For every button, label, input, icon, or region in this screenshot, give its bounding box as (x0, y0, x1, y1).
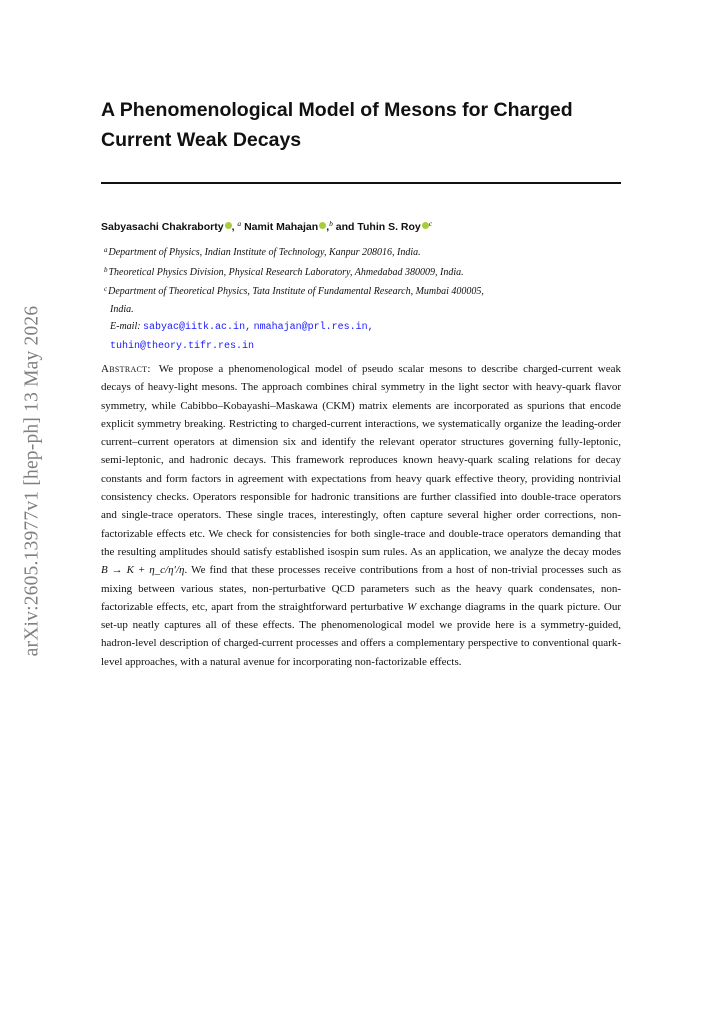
author-affiliation-mark: b (329, 219, 333, 228)
affiliation-text: Department of Physics, Indian Institute of Technology, Kanpur 208016, India. (108, 247, 421, 258)
author-name: Tuhin S. Roy (357, 221, 421, 233)
affiliation-text: Theoretical Physics Division, Physical Research Laboratory, Ahmedabad 380009, India. (108, 266, 464, 278)
affiliation-text: Department of Theoretical Physics, Tata Institute of Fundamental Research, Mumbai 400005, (108, 286, 484, 297)
email-label: E-mail: (110, 321, 141, 332)
abstract-text: . We find that these processes receive contributions from a host of non-trivial processes such as mixing between various states, non-perturbative QCD parameters such as the heavy quark condensates, non-factorizable effects, etc, apart from the straightforward perturbative (101, 564, 621, 613)
title-divider (101, 182, 621, 184)
orcid-icon[interactable] (319, 222, 326, 229)
author-affiliation-mark: c (428, 219, 433, 228)
email-line (104, 318, 622, 337)
abstract (101, 360, 621, 671)
affiliation-mark: c (104, 285, 108, 293)
author-list: Sabyasachi Chakraborty , $^a$ Namit Mahajan ,$^b$ and Tuhin S. Roy $^c$ (101, 219, 433, 233)
affiliations (104, 242, 622, 355)
title-line-1: A Phenomenological Model of Mesons for Charged (101, 99, 573, 121)
orcid-icon[interactable] (225, 222, 232, 229)
affiliation-mark: b (104, 265, 108, 274)
paper-title (101, 95, 641, 155)
abstract-label: Abstract: (101, 363, 151, 375)
affiliation-a (104, 242, 622, 262)
author-affiliation-mark: a (237, 219, 242, 228)
affiliation-c-continued: India. (110, 303, 134, 315)
email-link[interactable]: sabyac@iitk.ac.in, (143, 322, 252, 333)
title-line-2: Current Weak Decays (101, 129, 302, 151)
abstract-text: exchange diagrams in the quark picture. Our set-up neatly captures all of these effects. The phenomenological model we provide here is a symmetry-guided, hadron-level description of charged-current processes and offers a complementary perspective to conventional quark-level approaches, with a natural avenue for incorporating non-factorizable effects. (101, 600, 621, 668)
orcid-icon[interactable] (422, 222, 429, 229)
affiliation-b (104, 262, 622, 282)
author-name: Sabyasachi Chakraborty (101, 221, 224, 233)
arxiv-identifier[interactable]: arXiv:2605.13977v1 [hep-ph] 13 May 2026 (21, 305, 42, 657)
email-line (104, 337, 622, 356)
abstract-math: B → K + η_c/η′/η (101, 564, 185, 577)
email-link[interactable]: tuhin@theory.tifr.res.in (110, 340, 255, 352)
abstract-math: W (407, 600, 417, 613)
abstract-text: We propose a phenomenological model of pseudo scalar mesons to describe charged-current weak decays of heavy-light mesons. The approach combines chiral symmetry in the light sector with heavy-quark flavor symmetry, while Cabibbo–Kobayashi–Maskawa (CKM) matrix elements are incorporated as spurions that encode explicit symmetry breaking. Restricting to charged-current interactions, we systematically organize the leading-order current–current operators at dimension six and identify the relevant operator structures governing fully-leptonic, semi-leptonic, and hadronic decays. This framework reproduces known heavy-quark scaling relations for decay constants and form factors in agreement with expectations from heavy quark effective theory, providing nontrivial consistency checks. Operators responsible for hadronic transitions are further classified into double-trace operators and single-trace operators. These single traces, interestingly, often capture several higher order corrections, non-factorizable effects etc. We check for consistencies for both single-trace and double-trace operators demanding that the resulting amplitudes should satisfy established isospin sum rules. As an application, we analyze the decay modes (101, 363, 621, 558)
arxiv-identifier-stamp (10, 290, 54, 672)
email-link[interactable]: nmahajan@prl.res.in, (253, 322, 374, 333)
affiliation-c (104, 281, 622, 301)
author-name: Namit Mahajan (244, 221, 319, 233)
affiliation-mark: a (104, 246, 108, 254)
